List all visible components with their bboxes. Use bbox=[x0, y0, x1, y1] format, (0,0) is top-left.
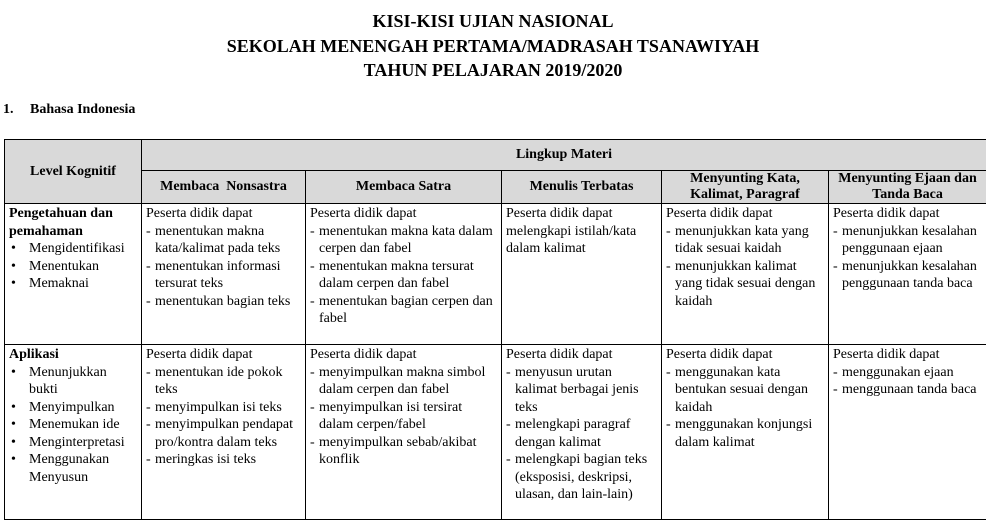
table-row bbox=[5, 345, 986, 520]
level-kognitif-header: Level Kognitif bbox=[5, 140, 142, 204]
cell-intro: Peserta didik dapat bbox=[146, 346, 301, 364]
materi-cell bbox=[306, 345, 502, 520]
indicator-item: - menentukan makna tersurat dalam cerpen dan fabel bbox=[319, 258, 497, 293]
level-verb: • Menginterpretasi bbox=[29, 434, 137, 452]
indicator-item: - menentukan ide pokok teks bbox=[155, 364, 301, 399]
indicator-list bbox=[666, 364, 824, 452]
section-number: 1. bbox=[3, 102, 30, 118]
indicator-list bbox=[833, 364, 982, 399]
indicator-item: - menyimpulkan isi teks bbox=[155, 399, 301, 417]
indicator-list bbox=[833, 223, 982, 293]
indicator-item: - menentukan informasi tersurat teks bbox=[155, 258, 301, 293]
column-header: Menyunting Ejaan dan Tanda Baca bbox=[829, 171, 986, 204]
level-verb: • Menggunakan Menyusun bbox=[29, 451, 137, 486]
indicator-item: - menyimpulkan makna simbol dalam cerpen dan fabel bbox=[319, 364, 497, 399]
materi-cell bbox=[502, 204, 662, 345]
level-verbs bbox=[9, 364, 137, 487]
indicator-item: - melengkapi paragraf dengan kalimat bbox=[515, 416, 657, 451]
indicator-item: - menyimpulkan isi tersirat dalam cerpen/fabel bbox=[319, 399, 497, 434]
lingkup-materi-header: Lingkup Materi bbox=[142, 140, 986, 171]
level-verb: • Menyimpulkan bbox=[29, 399, 137, 417]
level-cell bbox=[5, 345, 142, 520]
kisi-kisi-table bbox=[4, 139, 986, 520]
indicator-list bbox=[506, 364, 657, 504]
level-cell bbox=[5, 204, 142, 345]
column-header: Menulis Terbatas bbox=[502, 171, 662, 204]
section-heading bbox=[3, 102, 135, 118]
level-name: Pengetahuan dan pemahaman bbox=[9, 205, 137, 240]
indicator-item: - menentukan bagian teks bbox=[155, 293, 301, 311]
cell-intro: Peserta didik dapat bbox=[310, 205, 497, 223]
indicator-item: - menunjukkan kata yang tidak sesuai kaidah bbox=[675, 223, 824, 258]
indicator-item: - menentukan makna kata/kalimat pada teks bbox=[155, 223, 301, 258]
level-verbs bbox=[9, 240, 137, 293]
cell-intro: Peserta didik dapat bbox=[833, 346, 982, 364]
indicator-list bbox=[310, 223, 497, 328]
indicator-item: - menggunakan konjungsi dalam kalimat bbox=[675, 416, 824, 451]
cell-intro: Peserta didik dapat bbox=[666, 205, 824, 223]
indicator-list bbox=[146, 364, 301, 469]
materi-cell bbox=[142, 204, 306, 345]
table-body bbox=[5, 204, 986, 520]
column-header: Membaca Nonsastra bbox=[142, 171, 306, 204]
materi-cell bbox=[142, 345, 306, 520]
indicator-list bbox=[310, 364, 497, 469]
column-header: Menyunting Kata, Kalimat, Paragraf bbox=[662, 171, 829, 204]
indicator-item: - melengkapi bagian teks (eksposisi, deskripsi, ulasan, dan lain-lain) bbox=[515, 451, 657, 504]
cell-intro: Peserta didik dapat bbox=[146, 205, 301, 223]
materi-cell bbox=[829, 345, 986, 520]
indicator-item: - menyimpulkan sebab/akibat konflik bbox=[319, 434, 497, 469]
materi-cell bbox=[829, 204, 986, 345]
document-title-line-2: SEKOLAH MENENGAH PERTAMA/MADRASAH TSANAWIYAH bbox=[0, 35, 986, 57]
level-verb: • Menemukan ide bbox=[29, 416, 137, 434]
indicator-item: - menunjukkan kesalahan penggunaan ejaan bbox=[842, 223, 982, 258]
level-name: Aplikasi bbox=[9, 346, 137, 364]
indicator-item: - menunjukkan kesalahan penggunaan tanda baca bbox=[842, 258, 982, 293]
indicator-item: - menyusun urutan kalimat berbagai jenis teks bbox=[515, 364, 657, 417]
materi-cell bbox=[306, 204, 502, 345]
cell-intro: Peserta didik dapat bbox=[833, 205, 982, 223]
materi-cell bbox=[662, 204, 829, 345]
indicator-item: - menggunakan ejaan bbox=[842, 364, 982, 382]
cell-intro: Peserta didik dapat bbox=[310, 346, 497, 364]
indicator-item: - meringkas isi teks bbox=[155, 451, 301, 469]
cell-intro: Peserta didik dapat bbox=[506, 346, 657, 364]
table-row bbox=[5, 204, 986, 345]
indicator-item: - menentukan makna kata dalam cerpen dan fabel bbox=[319, 223, 497, 258]
level-verb: • Menentukan bbox=[29, 258, 137, 276]
materi-cell bbox=[662, 345, 829, 520]
indicator-item: - menunjukkan kalimat yang tidak sesuai dengan kaidah bbox=[675, 258, 824, 311]
indicator-item: - menggunakan kata bentukan sesuai dengan kaidah bbox=[675, 364, 824, 417]
materi-cell bbox=[502, 345, 662, 520]
indicator-item: - menyimpulkan pendapat pro/kontra dalam teks bbox=[155, 416, 301, 451]
cell-intro: Peserta didik dapat melengkapi istilah/kata dalam kalimat bbox=[506, 205, 657, 258]
indicator-item: - menggunaan tanda baca bbox=[842, 381, 982, 399]
column-header: Membaca Satra bbox=[306, 171, 502, 204]
indicator-list bbox=[666, 223, 824, 311]
indicator-item: - menentukan bagian cerpen dan fabel bbox=[319, 293, 497, 328]
document-title-line-3: TAHUN PELAJARAN 2019/2020 bbox=[0, 59, 986, 81]
cell-intro: Peserta didik dapat bbox=[666, 346, 824, 364]
level-verb: • Menunjukkan bukti bbox=[29, 364, 137, 399]
level-verb: • Mengidentifikasi bbox=[29, 240, 137, 258]
level-verb: • Memaknai bbox=[29, 275, 137, 293]
indicator-list bbox=[146, 223, 301, 311]
document-title-line-1: KISI-KISI UJIAN NASIONAL bbox=[0, 10, 986, 32]
section-title: Bahasa Indonesia bbox=[30, 102, 135, 117]
